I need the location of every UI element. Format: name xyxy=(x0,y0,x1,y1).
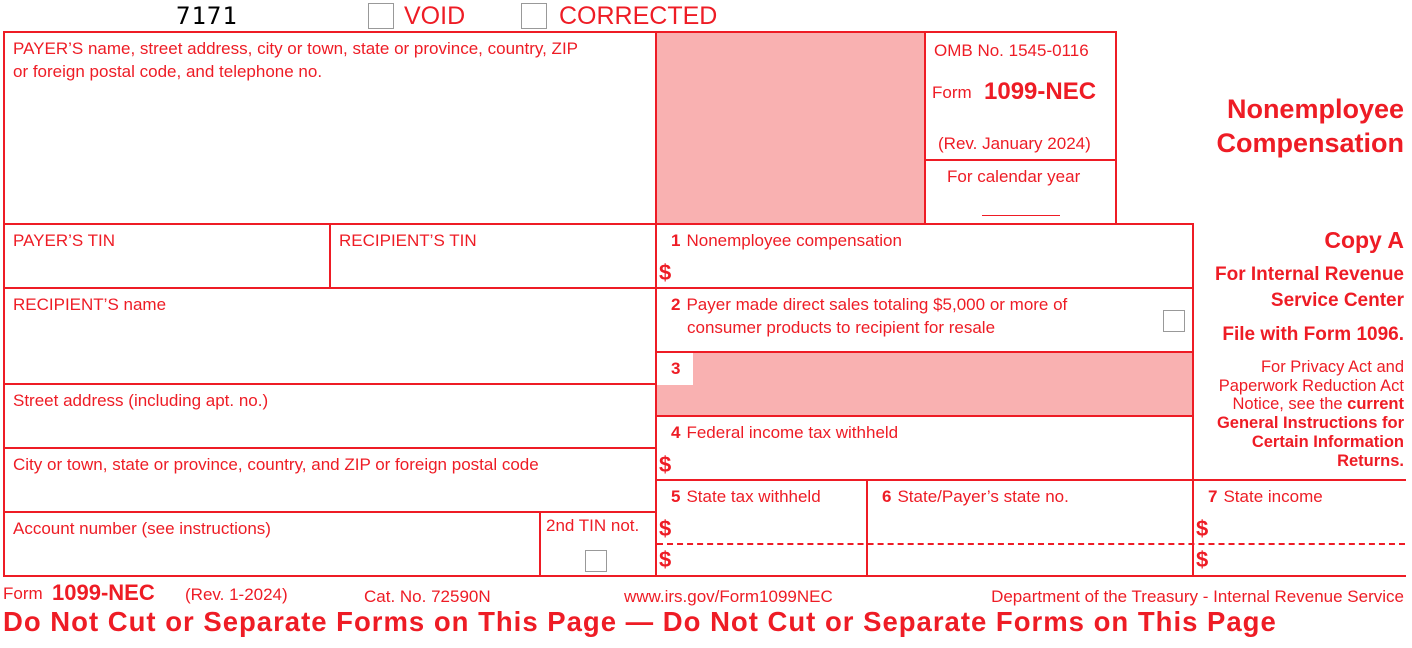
footer-form-prefix: Form xyxy=(3,584,43,603)
box-5[interactable] xyxy=(655,479,868,577)
copy-a-line-2: Service Center xyxy=(1270,290,1404,311)
box-5-label: 5 State tax withheld xyxy=(671,487,821,506)
footer-form-name: 1099-NEC xyxy=(52,580,155,605)
recipient-tin-box[interactable] xyxy=(329,223,657,289)
footer-url[interactable]: www.irs.gov/Form1099NEC xyxy=(624,587,833,606)
second-tin-checkbox[interactable] xyxy=(585,550,607,572)
omb-box xyxy=(924,31,1117,161)
corrected-label: CORRECTED xyxy=(559,2,718,30)
second-tin-box xyxy=(539,511,657,577)
privacy-line-4: General Instructions for xyxy=(1216,414,1404,433)
box-2-label-1: 2 Payer made direct sales totaling $5,000 or more of xyxy=(671,295,1068,314)
box-1[interactable] xyxy=(655,223,1194,289)
box-3 xyxy=(655,351,1194,417)
footer-rev: (Rev. 1-2024) xyxy=(185,585,288,604)
calendar-year-box[interactable] xyxy=(924,159,1117,225)
box-7-dollar-2: $ xyxy=(1196,547,1209,572)
privacy-line-3: Notice, see the current xyxy=(1232,395,1404,414)
box-2-label-2: consumer products to recipient for resale xyxy=(687,318,996,337)
payer-name-label-1: PAYER’S name, street address, city or town, state or province, country, ZIP xyxy=(13,39,579,58)
privacy-line-1: For Privacy Act and xyxy=(1260,358,1404,376)
box-2-checkbox[interactable] xyxy=(1163,310,1185,332)
box-7-dollar-1: $ xyxy=(1196,516,1209,541)
footer-cat-no: Cat. No. 72590N xyxy=(364,587,491,606)
box-2 xyxy=(655,287,1194,353)
privacy-line-5: Certain Information xyxy=(1251,432,1404,451)
box-6-label: 6 State/Payer’s state no. xyxy=(882,487,1069,506)
calendar-year-label: For calendar year xyxy=(947,167,1081,186)
payer-name-box[interactable] xyxy=(3,31,657,225)
recipient-name-label: RECIPIENT’S name xyxy=(13,295,167,314)
box-4-label: 4 Federal income tax withheld xyxy=(671,423,899,442)
copy-a-title: Copy A xyxy=(1324,227,1404,253)
street-address-box[interactable] xyxy=(3,383,657,449)
void-checkbox[interactable] xyxy=(368,3,394,29)
shaded-area xyxy=(655,31,926,225)
corrected-checkbox[interactable] xyxy=(521,3,547,29)
copy-a-line-1: For Internal Revenue xyxy=(1215,264,1404,285)
void-label: VOID xyxy=(404,2,466,30)
recipient-name-box[interactable] xyxy=(3,287,657,385)
omb-form-prefix: Form xyxy=(932,83,972,102)
box-3-number: 3 xyxy=(671,359,681,378)
title-line-2: Compensation xyxy=(1216,128,1404,158)
omb-rev: (Rev. January 2024) xyxy=(938,134,1091,153)
omb-form-name: 1099-NEC xyxy=(984,78,1097,105)
payer-name-label-2: or foreign postal code, and telephone no. xyxy=(13,62,323,81)
box-7[interactable] xyxy=(1192,479,1406,577)
omb-number: OMB No. 1545-0116 xyxy=(934,41,1089,60)
recipient-tin-label: RECIPIENT’S TIN xyxy=(339,231,477,250)
form-code: 7171 xyxy=(176,2,238,30)
privacy-line-2: Paperwork Reduction Act xyxy=(1218,376,1404,395)
title-line-1: Nonemployee xyxy=(1226,94,1404,124)
box-4-dollar: $ xyxy=(659,452,672,477)
second-tin-label: 2nd TIN not. xyxy=(546,516,640,535)
footer-warning: Do Not Cut or Separate Forms on This Page — Do Not Cut or Separate Forms on This Page xyxy=(3,606,1277,637)
copy-a-file-with: File with Form 1096. xyxy=(1222,324,1404,345)
box-7-label: 7 State income xyxy=(1208,487,1323,506)
account-number-box[interactable] xyxy=(3,511,541,577)
city-box[interactable] xyxy=(3,447,657,513)
payer-tin-box[interactable] xyxy=(3,223,331,289)
footer-dept: Department of the Treasury - Internal Revenue Service xyxy=(991,587,1404,606)
box-1-label: 1 Nonemployee compensation xyxy=(671,231,902,250)
city-label: City or town, state or province, country, and ZIP or foreign postal code xyxy=(13,455,539,474)
box-4[interactable] xyxy=(655,415,1194,481)
box-5-dollar-2: $ xyxy=(659,547,672,572)
account-number-label: Account number (see instructions) xyxy=(13,519,271,538)
street-address-label: Street address (including apt. no.) xyxy=(13,391,269,410)
state-row-divider xyxy=(657,543,1405,545)
privacy-line-6: Returns. xyxy=(1337,451,1404,470)
payer-tin-label: PAYER’S TIN xyxy=(13,231,116,250)
box-6[interactable] xyxy=(866,479,1194,577)
calendar-year-line xyxy=(982,215,1060,216)
box-1-dollar: $ xyxy=(659,260,672,285)
box-5-dollar-1: $ xyxy=(659,516,672,541)
